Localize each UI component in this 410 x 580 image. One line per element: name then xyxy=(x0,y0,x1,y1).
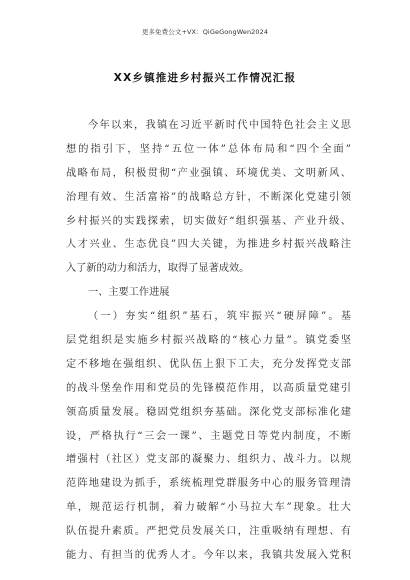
text-line: 增强村（社区）党支部的凝聚力、组织力、战斗力。以规 xyxy=(66,454,351,466)
text-line: 范阵地建设为抓手，系统梳理党群服务中心的服务管理清 xyxy=(66,478,351,490)
text-line: 乡村振兴的实践探索，切实做好“组织强基、产业升级、 xyxy=(66,215,351,227)
text-line: 定不移地在强组织、优队伍上狠下工夫，充分发挥党支部 xyxy=(66,358,351,370)
text-line: 人才兴业、生态优良”四大关键，为推进乡村振兴战略注 xyxy=(66,239,351,251)
text-line: 层党组织是实施乡村振兴战略的“核心力量”。镇党委坚 xyxy=(66,335,351,347)
text-line: （一）夯实“组织”基石，筑牢振兴“硬屏障”。基 xyxy=(88,311,351,323)
document-title: XX乡镇推进乡村振兴工作情况汇报 xyxy=(113,72,297,84)
text-line: 入了新的动力和活力，取得了显著成效。 xyxy=(66,263,250,275)
body-text xyxy=(66,114,351,568)
text-line: 领高质量发展。稳固党组织夯基础。深化党支部标准化建 xyxy=(66,406,351,418)
text-line: 治理有效、生活富裕”的战略总方针，不断深化党建引领 xyxy=(66,191,351,203)
text-line: 一、主要工作进展 xyxy=(88,287,170,299)
text-line: 设，严格执行“三会一课”、主题党日等党内制度，不断 xyxy=(66,430,351,442)
text-line: 今年以来，我镇在习近平新时代中国特色社会主义思 xyxy=(88,120,351,131)
text-line: 想的指引下，坚持“五位一体”总体布局和“四个全面” xyxy=(66,143,351,155)
text-line: 战略布局，积极贯彻“产业强镇、环境优美、文明新风、 xyxy=(66,167,351,179)
text-line: 的战斗堡垒作用和党员的先锋模范作用，以高质量党建引 xyxy=(66,382,351,394)
text-line: 队伍提升素质。严把党员发展关口，注重吸纳有理想、有 xyxy=(66,526,351,538)
text-line: 能力、有担当的优秀人才。今年以来，我镇共发展入党积 xyxy=(66,550,351,562)
header-note: 更多免费公文+VX：QiGeGongWen2024 xyxy=(141,28,269,36)
text-line: 单，规范运行机制，着力破解“小马拉大车”现象。壮大 xyxy=(66,502,351,514)
